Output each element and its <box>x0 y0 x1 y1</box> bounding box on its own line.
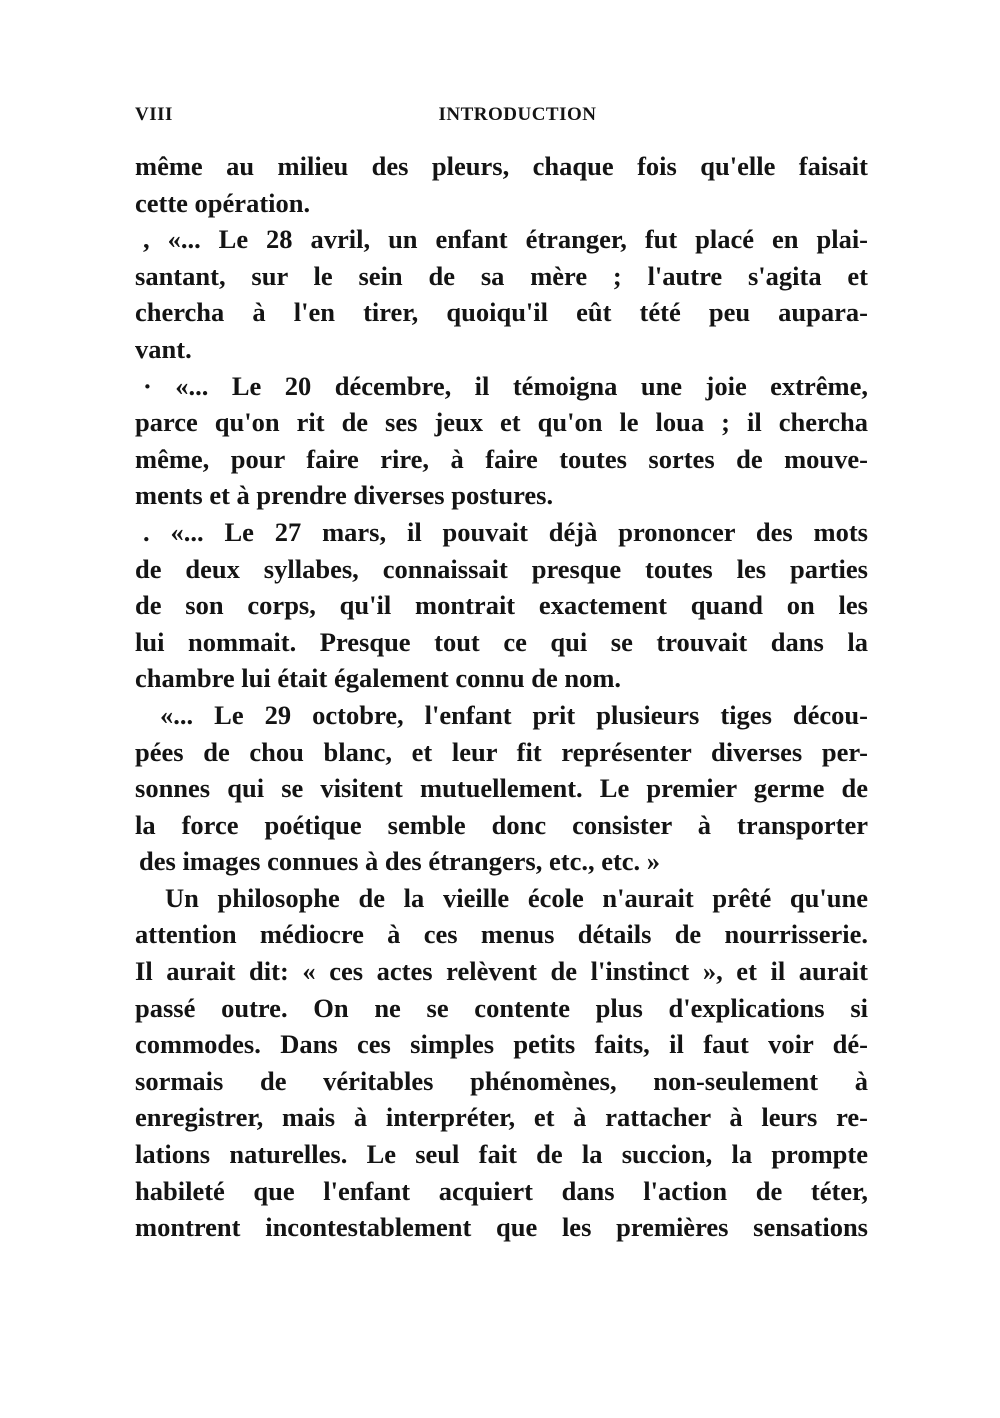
text-line: des images connues à des étrangers, etc., etc. » <box>139 846 661 877</box>
text-line: santant, sur le sein de sa mère ; l'autre s'agita et <box>135 260 868 291</box>
text-line: Un philosophe de la vieille école n'aurait prêté qu'une <box>165 882 868 913</box>
text-line: montrent incontestablement que les premières sensations <box>135 1212 868 1243</box>
text-line: , «... Le 28 avril, un enfant étranger, fut placé en plai- <box>143 224 868 255</box>
text-line: chambre lui était également connu de nom. <box>135 663 622 694</box>
text-line: pées de chou blanc, et leur fit représenter diverses per- <box>135 736 868 767</box>
text-line: ments et à prendre diverses postures. <box>135 480 554 511</box>
text-line: parce qu'on rit de ses jeux et qu'on le loua ; il chercha <box>135 407 868 438</box>
text-line: de deux syllabes, connaissait presque toutes les parties <box>135 553 868 584</box>
text-line: commodes. Dans ces simples petits faits, il faut voir dé- <box>135 1029 868 1060</box>
text-line: la force poétique semble donc consister à transporter <box>135 809 868 840</box>
text-line: attention médiocre à ces menus détails de nourrisserie. <box>135 919 868 950</box>
text-line: vant. <box>135 333 192 364</box>
body-text <box>135 148 868 1246</box>
text-line: habileté que l'enfant acquiert dans l'action de téter, <box>135 1175 868 1206</box>
text-line: cette opération. <box>135 187 311 218</box>
text-line: . «... Le 27 mars, il pouvait déjà prononcer des mots <box>143 516 868 547</box>
text-line: · «... Le 20 décembre, il témoigna une joie extrême, <box>143 370 868 401</box>
text-line: Il aurait dit: « ces actes relèvent de l'instinct », et il aurait <box>135 956 868 987</box>
text-line: chercha à l'en tirer, quoiqu'il eût tété peu aupara- <box>135 297 868 328</box>
page-number: VIII <box>135 104 173 125</box>
text-line: «... Le 29 octobre, l'enfant prit plusieurs tiges décou- <box>160 699 868 730</box>
running-title: INTRODUCTION <box>438 104 597 125</box>
text-line: enregistrer, mais à interpréter, et à rattacher à leurs re- <box>135 1102 868 1133</box>
text-line: même, pour faire rire, à faire toutes sortes de mouve- <box>135 443 868 474</box>
text-line: lui nommait. Presque tout ce qui se trouvait dans la <box>135 626 868 657</box>
text-line: même au milieu des pleurs, chaque fois qu'elle faisait <box>135 151 868 181</box>
text-line: sormais de véritables phénomènes, non-seulement à <box>135 1065 868 1096</box>
running-head <box>135 104 870 130</box>
text-line: sonnes qui se visitent mutuellement. Le premier germe de <box>135 773 868 804</box>
text-line: lations naturelles. Le seul fait de la succion, la prompte <box>135 1139 868 1170</box>
text-line: de son corps, qu'il montrait exactement quand on les <box>135 590 868 621</box>
text-line: passé outre. On ne se contente plus d'explications si <box>135 992 868 1023</box>
